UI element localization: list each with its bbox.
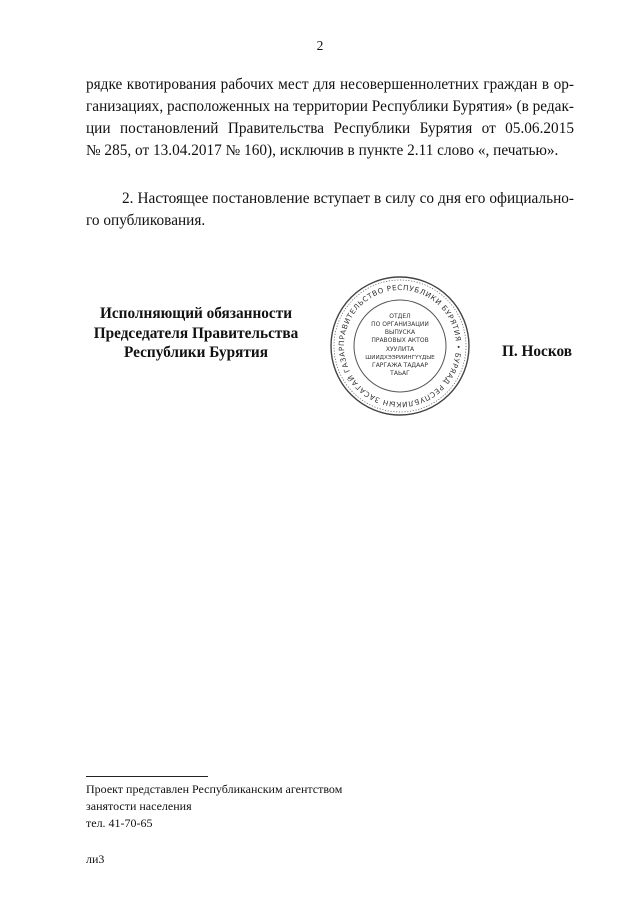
paragraph-entry-into-force	[86, 188, 574, 232]
footnote-line: Проект представлен Республиканским агентством	[86, 782, 343, 796]
page-number: 2	[316, 38, 324, 53]
footnote-line: тел. 41-70-65	[86, 816, 153, 830]
paragraph-amendment	[86, 74, 574, 162]
paragraph-line: № 285, от 13.04.2017 № 160), исключив в пункте 2.11 слово «, печатью».	[86, 142, 559, 159]
seal-line: ОТДЕЛ	[389, 313, 411, 320]
footnote-divider	[86, 776, 208, 777]
signatory-position-line: Председателя Правительства	[93, 324, 299, 342]
paragraph-line: рядке квотирования рабочих мест для несовершеннолетних граждан в ор-	[86, 76, 574, 93]
official-seal-stamp	[328, 274, 472, 418]
seal-line: ПО ОРГАНИЗАЦИИ	[371, 321, 429, 328]
paragraph-line: ганизациях, расположенных на территории Республики Бурятия» (в редак-	[86, 98, 574, 115]
seal-line: ПРАВОВЫХ АКТОВ	[371, 337, 429, 344]
seal-line: ХУУЛИТА	[385, 346, 415, 353]
seal-line: ВЫПУСКА	[384, 329, 416, 336]
seal-line: ТАЬАГ	[390, 370, 410, 377]
footnote-line: занятости населения	[86, 799, 192, 813]
seal-graphic	[328, 274, 472, 418]
signatory-position	[86, 304, 306, 363]
paragraph-line: 2. Настоящее постановление вступает в силу со дня его официально-	[122, 190, 574, 207]
signatory-name: П. Носков	[501, 343, 572, 360]
paragraph-line: го опубликования.	[86, 212, 206, 229]
document-initials: ли3	[86, 852, 105, 866]
svg-text:ПРАВИТЕЛЬСТВО РЕСПУБЛИКИ БУРЯТ: ПРАВИТЕЛЬСТВО РЕСПУБЛИКИ БУРЯТИЯ • БУРЯАД РЕСПУБЛИКЫН ЗАСАГАЙ ГАЗАР	[336, 282, 464, 410]
seal-line: ГАРГАЖА ТАДААР	[372, 362, 428, 369]
signatory-position-line: Республики Бурятия	[123, 344, 269, 361]
signatory-position-line: Исполняющий обязанности	[99, 305, 293, 322]
paragraph-line: ции постановлений Правительства Республики Бурятия от 05.06.2015	[86, 120, 574, 137]
seal-line: ШИИДХЭЭРИИНГҮҮДЫЕ	[365, 355, 435, 361]
footnote	[86, 781, 342, 832]
